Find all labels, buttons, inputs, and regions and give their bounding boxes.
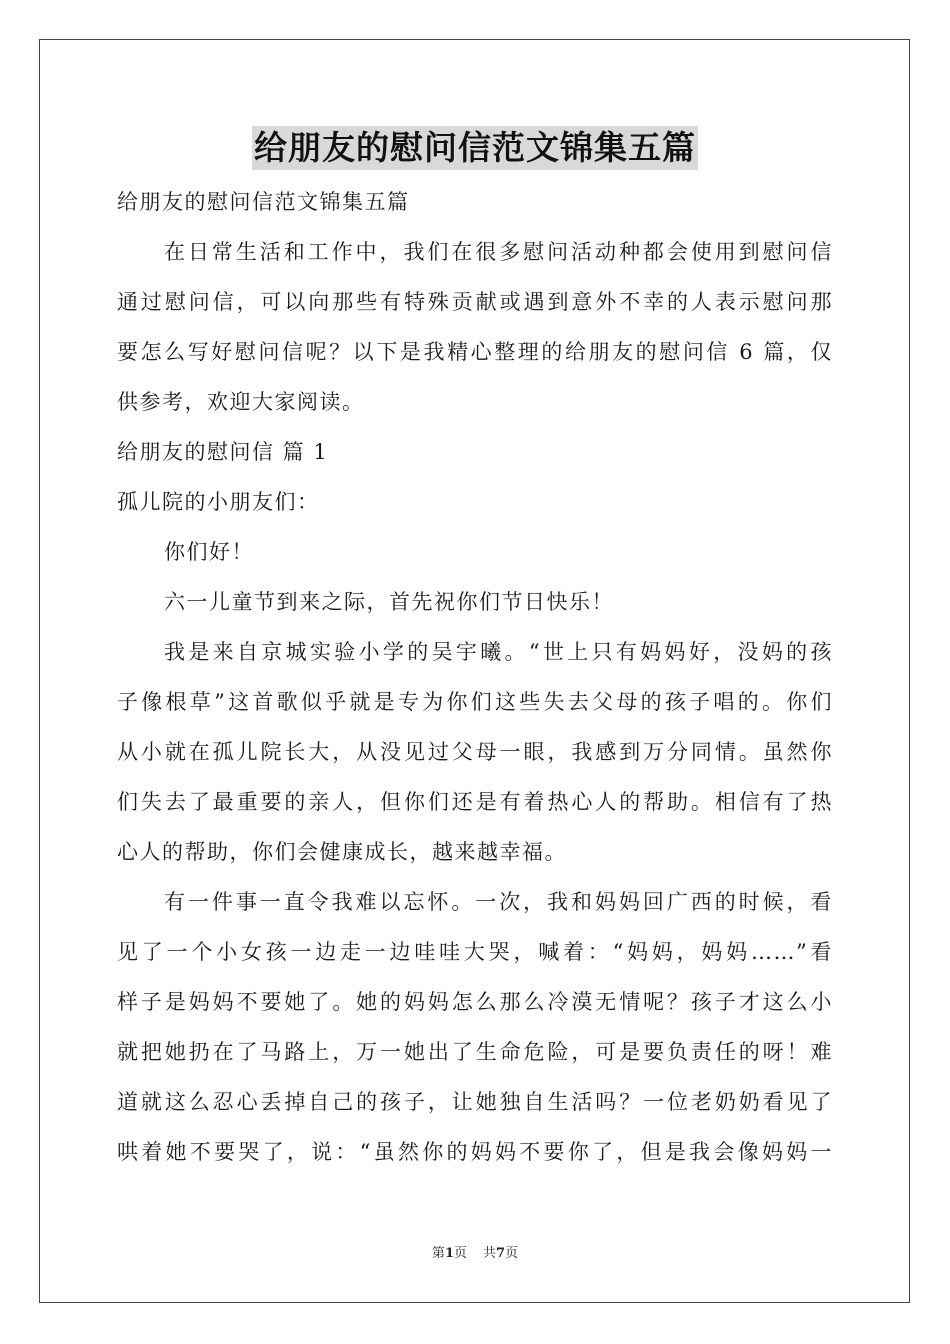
page-footer [0, 1244, 950, 1264]
total-pages: 7 [496, 1246, 506, 1261]
paragraph [117, 877, 833, 1177]
paragraph-line: 子像根草”这首歌似乎就是专为你们这些失去父母的孩子唱的。你们 [117, 690, 833, 714]
paragraph-line: 们失去了最重要的亲人，但你们还是有着热心人的帮助。相信有了热 [117, 790, 833, 814]
paragraph-line: 供参考，欢迎大家阅读。 [117, 390, 365, 414]
paragraph-line: 在日常生活和工作中，我们在很多慰问活动种都会使用到慰问信 [164, 240, 833, 264]
paragraph-line: 通过慰问信，可以向那些有特殊贡献或遇到意外不幸的人表示慰问那 [117, 290, 833, 314]
paragraph [117, 477, 833, 527]
paragraph-line: 给朋友的慰问信 篇 1 [117, 440, 329, 464]
total-prefix: 共 [483, 1246, 497, 1261]
paragraph-line: 样子是妈妈不要她了。她的妈妈怎么那么冷漠无情呢？孩子才这么小 [117, 990, 833, 1014]
paragraph-line: 见了一个小女孩一边走一边哇哇大哭，喊着：“妈妈，妈妈……”看 [117, 940, 833, 964]
total-suffix: 页 [505, 1246, 519, 1261]
paragraph-line: 要怎么写好慰问信呢？以下是我精心整理的给朋友的慰问信 6 篇，仅 [117, 340, 833, 364]
paragraph-line: 你们好！ [164, 540, 254, 564]
paragraph-line: 心人的帮助，你们会健康成长，越来越幸福。 [117, 840, 567, 864]
document-subtitle: 给朋友的慰问信范文锦集五篇 [117, 190, 410, 214]
document-title: 给朋友的慰问信范文锦集五篇 [252, 126, 698, 170]
paragraph [117, 627, 833, 877]
page-number: 1 [444, 1246, 454, 1261]
paragraph-line: 六一儿童节到来之际，首先祝你们节日快乐！ [164, 590, 614, 614]
paragraph-line: 道就这么忍心丢掉自己的孩子，让她独自生活吗？一位老奶奶看见了 [117, 1090, 833, 1114]
paragraph [117, 527, 833, 577]
paragraph-line: 孤儿院的小朋友们： [117, 490, 320, 514]
paragraph [117, 427, 833, 477]
page-prefix: 第 [431, 1246, 445, 1261]
paragraph [117, 577, 833, 627]
paragraph-line: 哄着她不要哭了，说：“虽然你的妈妈不要你了，但是我会像妈妈一 [117, 1140, 833, 1164]
paragraph-line: 有一件事一直令我难以忘怀。一次，我和妈妈回广西的时候，看 [164, 890, 833, 914]
document-body [117, 177, 833, 1177]
paragraph [117, 227, 833, 427]
page-suffix: 页 [453, 1246, 467, 1261]
title-container [0, 126, 950, 170]
paragraph-line: 从小就在孤儿院长大，从没见过父母一眼，我感到万分同情。虽然你 [117, 740, 833, 764]
paragraph-line: 就把她扔在了马路上，万一她出了生命危险，可是要负责任的呀！难 [117, 1040, 833, 1064]
paragraph-line: 我是来自京城实验小学的吴宇曦。“世上只有妈妈好，没妈的孩 [164, 640, 833, 664]
